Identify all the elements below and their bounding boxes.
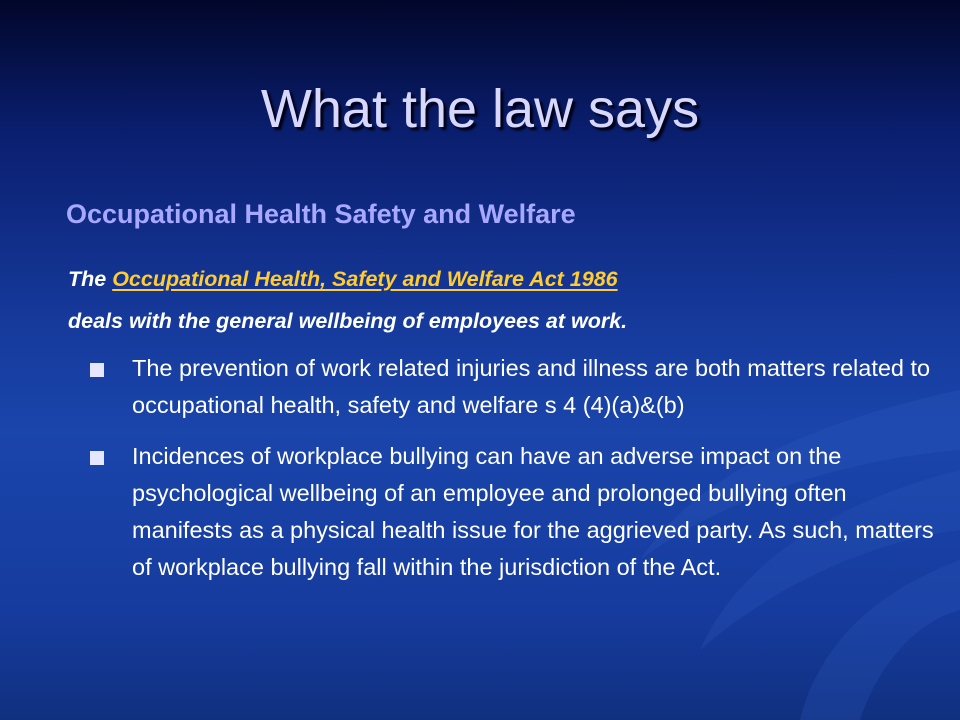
act-link[interactable]: Occupational Health, Safety and Welfare Act 1986	[112, 267, 618, 291]
intro-suffix: deals with the general wellbeing of employees at work.	[68, 309, 628, 333]
bullet-item	[90, 438, 935, 586]
slide-subtitle: Occupational Health Safety and Welfare	[66, 199, 576, 229]
bullet-text: The prevention of work related injuries and illness are both matters related to occupational health, safety and welfare s 4 (4)(a)&(b)	[132, 355, 931, 418]
square-bullet-icon	[90, 363, 104, 377]
intro-prefix: The	[68, 267, 113, 291]
bullet-item	[90, 350, 935, 424]
intro-paragraph	[68, 258, 928, 342]
slide-title: What the law says	[260, 79, 700, 139]
bullet-list	[90, 350, 935, 600]
bullet-text: Incidences of workplace bullying can have an adverse impact on the psychological wellbeing of an employee and prolonged bullying often manifests as a physical health issue for the aggrieved party. As such, matters of workplace bullying fall within the jurisdiction of the Act.	[132, 443, 934, 580]
square-bullet-icon	[90, 451, 104, 465]
